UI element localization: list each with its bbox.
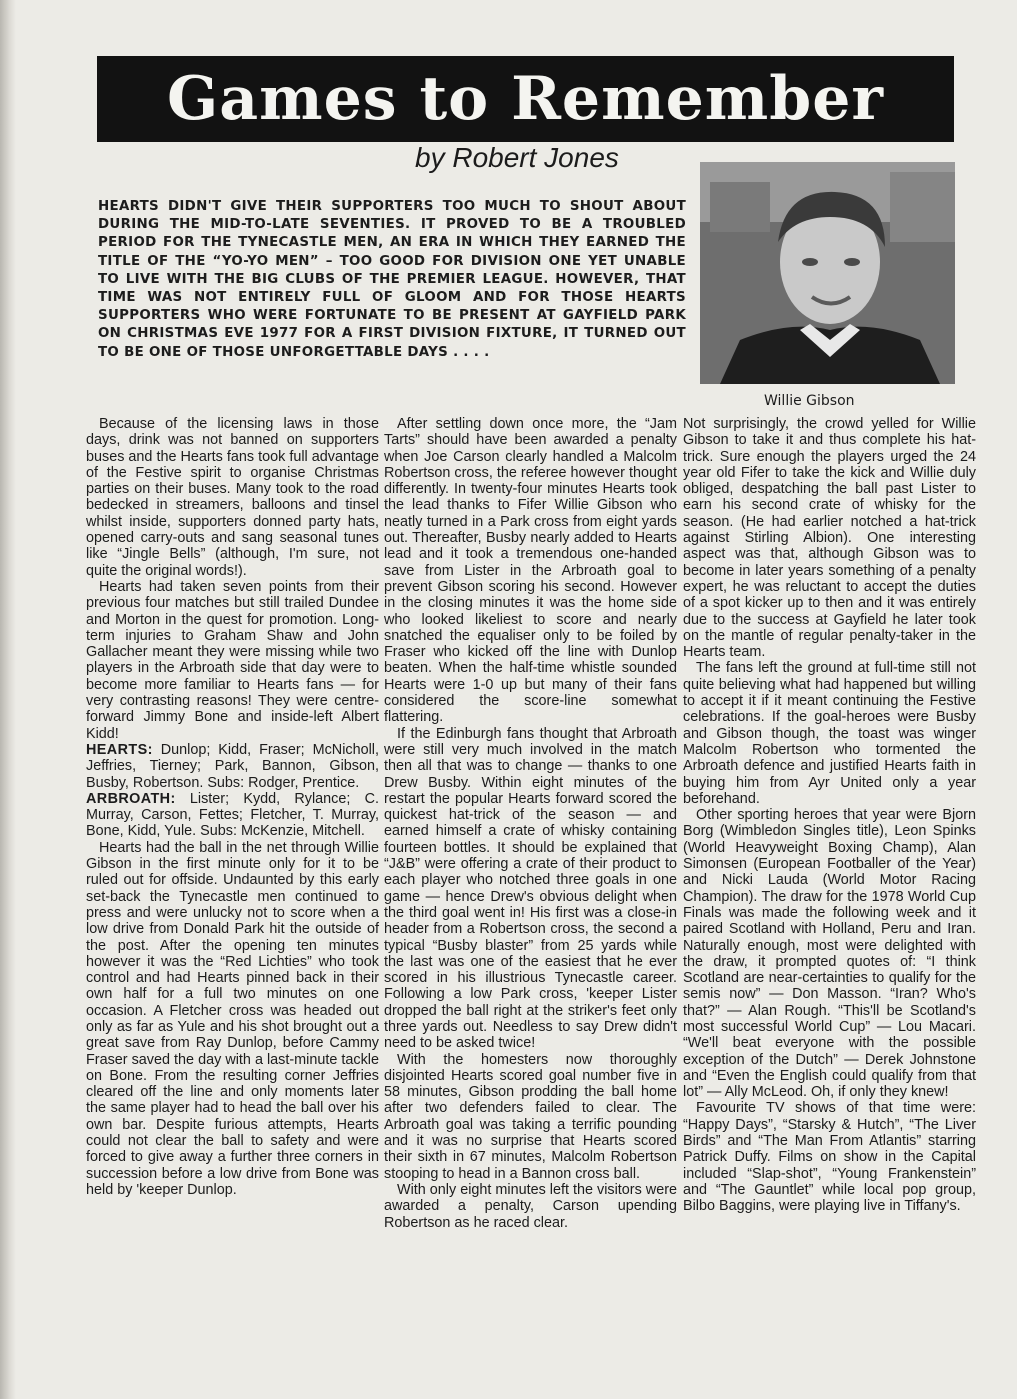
article-paragraph: Hearts had the ball in the net through Willie Gibson in the first minute only for it to be ruled out for offside. Undaunted by this early set-back the Tynecastle men continued to press and were unlucky not to score when a low drive from Donald Park hit the outside of the post. After the opening ten minutes however it was the “Red Lichties” who took control and had Hearts pinned back in their own half for a full two minutes on one occasion. A Fletcher cross was headed out only as far as Yule and his shot brought out a great save from Ray Dunlop, before Cammy Fraser saved the day with a last-minute tackle on Bone. From the resulting corner Jeffries cleared off the line and only moments later the same player had to head the ball over his own bar. Despite furious attempts, Hearts could not clear the ball to safety and were forced to give away a further three corners in succession before a low drive from Bone was held by 'keeper Dunlop. (86, 839, 379, 1198)
arbroath-lineup-players: Lister; Kydd, Rylance; C. Murray, Carson, Fettes; Fletcher, T. Murray, Bone, Kidd, Yule. Subs: McKenzie, Mitchell. (86, 790, 379, 840)
article-paragraph: If the Edinburgh fans thought that Arbroath were still very much involved in the match then all that was to change — thanks to one Drew Busby. Within eight minutes of the restart the popular Hearts forward scored the quickest hat-trick of the season — and earned himself a crate of whisky containing fourteen bottles. It should be explained that “J&B” were offering a crate of their product to each player who notched three goals in one game — hence Drew's obvious delight when the third goal went in! His first was a close-in header from a Robertson cross, the second a typical “Busby blaster” from 25 yards while the last was one of the easiest that he ever scored in his illustrious Tynecastle career. Following a low Park cross, 'keeper Lister dropped the ball right at the striker's feet only three yards out. Needless to say Drew didn't need to be asked twice! (384, 725, 677, 1052)
article-paragraph: With only eight minutes left the visitors were awarded a penalty, Carson upending Robertson as he raced clear. (384, 1181, 677, 1231)
photo-caption: Willie Gibson (764, 393, 855, 409)
intro-paragraph: HEARTS DIDN'T GIVE THEIR SUPPORTERS TOO MUCH TO SHOUT ABOUT DURING THE MID-TO-LATE SEVENTIES. IT PROVED TO BE A TROUBLED PERIOD FOR THE TYNECASTLE MEN, AN ERA IN WHICH THEY EARNED THE TITLE OF THE “YO-YO MEN” – TOO GOOD FOR DIVISION ONE YET UNABLE TO LIVE WITH THE BIG CLUBS OF THE PREMIER LEAGUE. HOWEVER, THAT TIME WAS NOT ENTIRELY FULL OF GLOOM AND FOR THOSE HEARTS SUPPORTERS WHO WERE FORTUNATE TO BE PRESENT AT GAYFIELD PARK ON CHRISTMAS EVE 1977 FOR A FIRST DIVISION FIXTURE, IT TURNED OUT TO BE ONE OF THOSE UNFORGETTABLE DAYS . . . . (98, 199, 686, 360)
arbroath-lineup (86, 791, 379, 840)
article-paragraph: With the homesters now thoroughly disjointed Hearts scored goal number five in 58 minutes, Gibson prodding the ball home after two defenders failed to clear. The Arbroath goal was taking a terrific pounding and it was no surprise that Hearts scored their sixth in 67 minutes, Malcolm Robertson stooping to head in a Bannon cross ball. (384, 1051, 677, 1182)
hearts-lineup (86, 742, 379, 791)
hearts-lineup-players: Dunlop; Kidd, Fraser; McNicholl, Jeffries, Tierney; Park, Bannon, Gibson, Busby, Robertson. Subs: Rodger, Prentice. (86, 741, 379, 791)
arbroath-lineup-label: ARBROATH: (86, 790, 176, 807)
page-title: Games to Remember (97, 56, 954, 142)
hearts-lineup-label: HEARTS: (86, 741, 153, 758)
article-column-2 (384, 416, 677, 1231)
page-spine-shadow (0, 0, 16, 1399)
article-column-1 (86, 416, 379, 1198)
article-paragraph: Not surprisingly, the crowd yelled for Willie Gibson to take it and thus complete his hat-trick. Sure enough the players urged the 24 year old Fifer to take the kick and Willie duly obliged, despatching the ball past Lister to earn his second crate of whisky for the season. (He had earlier notched a hat-trick against Stirling Albion). One interesting aspect was that, although Gibson was to become in later years something of a penalty expert, he was reluctant to accept the duties of a spot kicker up to then and it was entirely due to the success at Gayfield he later took on the mantle of regular penalty-taker in the Hearts team. (683, 416, 976, 661)
article-paragraph: Because of the licensing laws in those days, drink was not banned on supporters buses and the Hearts fans took full advantage of the Festive spirit to organise Christmas parties on their buses. Many took to the road bedecked in streamers, balloons and tinsel whilst inside, supporters donned party hats, opened carry-outs and sang seasonal tunes like “Jingle Bells” (although, I'm sure, not quite the original words!). (86, 416, 379, 579)
article-paragraph: The fans left the ground at full-time still not quite believing what had happened but willing to accept it if it meant continuing the Festive celebrations. If the goal-heroes were Busby and Gibson though, the toast was winger Malcolm Robertson who tormented the Arbroath defence and justified Hearts faith in buying him from Ayr United only a year beforehand. (683, 660, 976, 807)
player-portrait-image (700, 162, 955, 384)
byline: by Robert Jones (415, 142, 619, 173)
article-column-3 (683, 416, 976, 1215)
article-paragraph: Other sporting heroes that year were Bjorn Borg (Wimbledon Singles title), Leon Spinks (World Heavyweight Boxing Champ), Alan Simonsen (European Footballer of the Year) and Nicki Lauda (World Motor Racing Champion). The draw for the 1978 World Cup Finals was made the following week and it paired Scotland with Holland, Peru and Iran. Naturally enough, most were delighted with the draw, it prompted quotes of: “I think Scotland are near-certainties to qualify for the semis now” — Don Masson. “Iran? Who's that?” — Alan Rough. “This'll be Scotland's most successful World Cup” — Lou Macari. “We'll beat everyone with the possible exception of the Dutch” — Derek Johnstone and “Even the English could qualify from that lot” — Ally McLeod. Oh, if only they knew! (683, 807, 976, 1101)
player-photo (700, 162, 955, 384)
article-paragraph: After settling down once more, the “Jam Tarts” should have been awarded a penalty when Joe Carson clearly handled a Malcolm Robertson cross, the referee however thought differently. In twenty-four minutes Hearts took the lead thanks to Fifer Willie Gibson who neatly turned in a Park cross from eight yards out. Thereafter, Busby nearly added to Hearts lead and it took a tremendous one-handed save from Lister in the Arbroath goal to prevent Gibson scoring his second. However in the closing minutes it was the home side who looked likeliest to score and nearly snatched the equaliser only to be foiled by Fraser who kicked off the line with Dunlop beaten. When the half-time whistle sounded Hearts were 1-0 up but many of their fans considered the score-line somewhat flattering. (384, 416, 677, 726)
article-paragraph: Hearts had taken seven points from their previous four matches but still trailed Dundee and Morton in the quest for promotion. Long-term injuries to Graham Shaw and John Gallacher meant they were missing while two players in the Arbroath side that day were to become more familiar to Hearts fans — for very contrasting reasons! They were centre-forward Jimmy Bone and inside-left Albert Kidd! (86, 578, 379, 742)
article-paragraph: Favourite TV shows of that time were: “Happy Days”, “Starsky & Hutch”, “The Liver Birds” and “The Man From Atlantis” starring Patrick Duffy. Films on show in the Capital included “Slap-shot”, “Young Frankenstein” and “The Gauntlet” while local pop group, Bilbo Baggins, were playing live in Tiffany's. (683, 1100, 976, 1215)
